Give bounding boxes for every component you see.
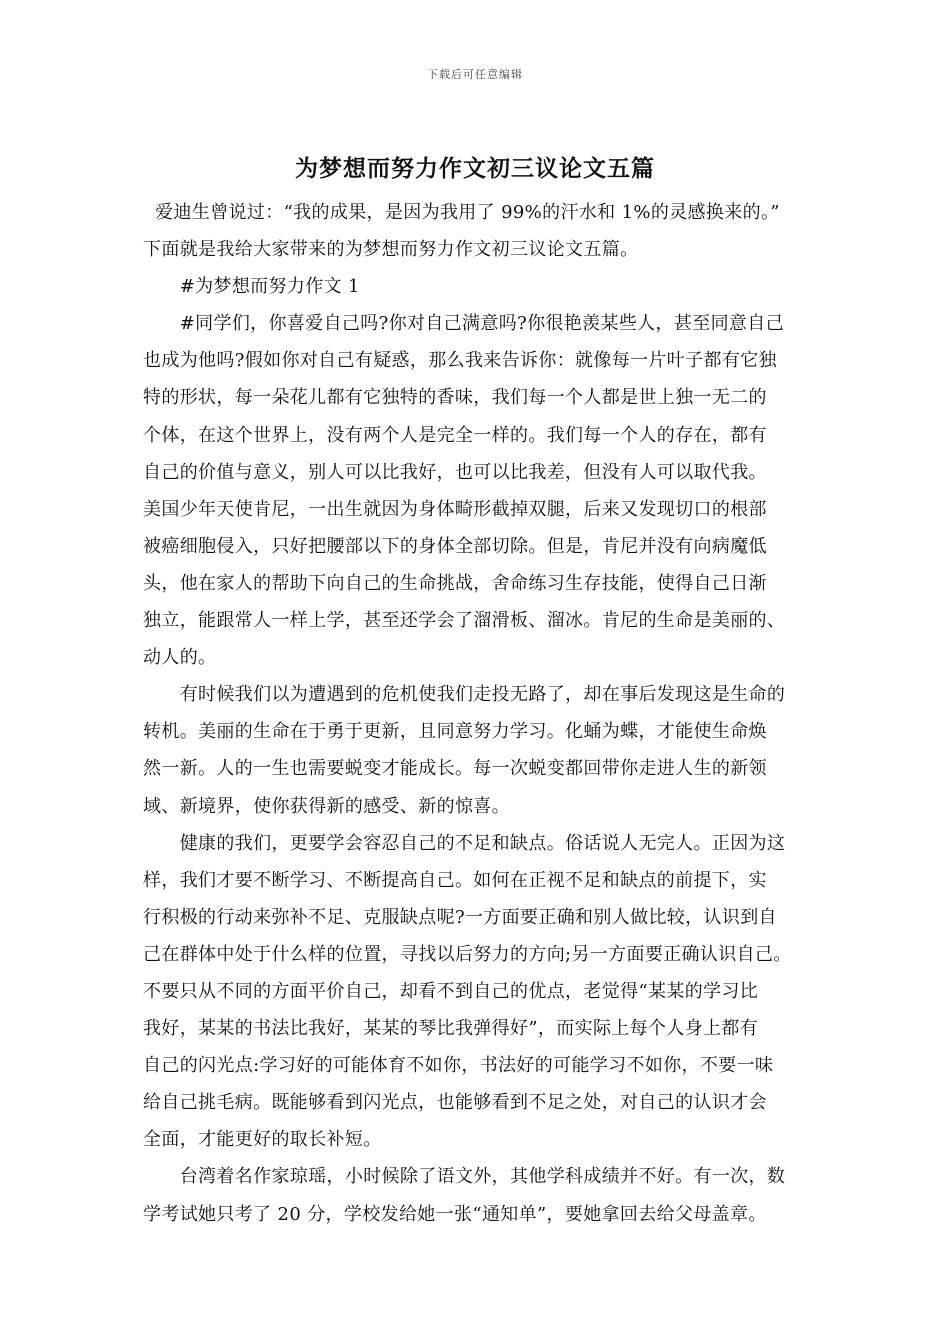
body-text-line: 独立，能跟常人一样上学，甚至还学会了溜滑板、溜冰。肯尼的生命是美丽的、 — [143, 610, 786, 632]
body-text-line: 行积极的行动来弥补不足、克服缺点呢?一方面要正确和别人做比较，认识到自 — [143, 906, 777, 928]
body-text-line: 动人的。 — [143, 647, 217, 669]
header-note: 下载后可任意编辑 — [427, 68, 523, 81]
body-text-line: #同学们，你喜爱自己吗?你对自己满意吗?你很艳羡某些人，甚至同意自己 — [143, 313, 784, 335]
body-text-line: 下面就是我给大家带来的为梦想而努力作文初三议论文五篇。 — [143, 239, 639, 261]
body-text-line: 自己的价值与意义，别人可以比我好，也可以比我差，但没有人可以取代我。 — [143, 461, 767, 483]
body-text-line: 学考试她只考了 20 分，学校发给她一张“通知单”，要她拿回去给父母盖章。 — [143, 1203, 767, 1225]
body-text-line: 我好，某某的书法比我好，某某的琴比我弹得好”，而实际上每个人身上都有 — [143, 1018, 759, 1040]
body-text-line: 头，他在家人的帮助下向自己的生命挑战，舍命练习生存技能，使得自己日渐 — [143, 572, 767, 594]
body-text-line: 爱迪生曾说过：“我的成果，是因为我用了 99%的汗水和 1%的灵感换来的。” — [143, 202, 780, 223]
body-text-line: 台湾着名作家琼瑶，小时候除了语文外，其他学科成绩并不好。有一次，数 — [143, 1166, 786, 1188]
body-text-line: 域、新境界，使你获得新的感受、新的惊喜。 — [143, 795, 510, 817]
document-body — [143, 194, 825, 1233]
body-text-line: 己在群体中处于什么样的位置，寻找以后努力的方向;另一方面要正确认识自己。 — [143, 943, 792, 965]
body-text-line: 美国少年天使肯尼，一出生就因为身体畸形截掉双腿，后来又发现切口的根部 — [143, 498, 767, 520]
body-text-line: 转机。美丽的生命在于勇于更新，且同意努力学习。化蛹为蝶，才能使生命焕 — [143, 721, 767, 743]
body-text-line: #为梦想而努力作文 1 — [143, 276, 360, 298]
body-text-line: 健康的我们，更要学会容忍自己的不足和缺点。俗话说人无完人。正因为这 — [143, 832, 786, 854]
body-text-line: 也成为他吗?假如你对自己有疑惑，那么我来告诉你：就像每一片叶子都有它独 — [143, 350, 777, 372]
body-text-line: 自己的闪光点:学习好的可能体育不如你，书法好的可能学习不如你，不要一味 — [143, 1055, 774, 1077]
body-text-line: 被癌细胞侵入，只好把腰部以下的身体全部切除。但是，肯尼并没有向病魔低 — [143, 535, 767, 557]
body-text-line: 个体，在这个世界上，没有两个人是完全一样的。我们每一个人的存在，都有 — [143, 424, 767, 446]
body-text-line: 不要只从不同的方面平价自己，却看不到自己的优点，老觉得“某某的学习比 — [143, 980, 759, 1002]
body-text-line: 特的形状，每一朵花儿都有它独特的香味，我们每一个人都是世上独一无二的 — [143, 387, 767, 409]
body-text-line: 然一新。人的一生也需要蜕变才能成长。每一次蜕变都回带你走进人生的新领 — [143, 758, 767, 780]
document-title: 为梦想而努力作文初三议论文五篇 — [295, 155, 655, 182]
body-text-line: 样，我们才要不断学习、不断提高自己。如何在正视不足和缺点的前提下，实 — [143, 869, 767, 891]
body-text-line: 有时候我们以为遭遇到的危机使我们走投无路了，却在事后发现这是生命的 — [143, 684, 786, 706]
body-text-line: 给自己挑毛病。既能够看到闪光点，也能够看到不足之处，对自己的认识才会 — [143, 1092, 767, 1114]
body-text-line: 全面，才能更好的取长补短。 — [143, 1129, 382, 1151]
